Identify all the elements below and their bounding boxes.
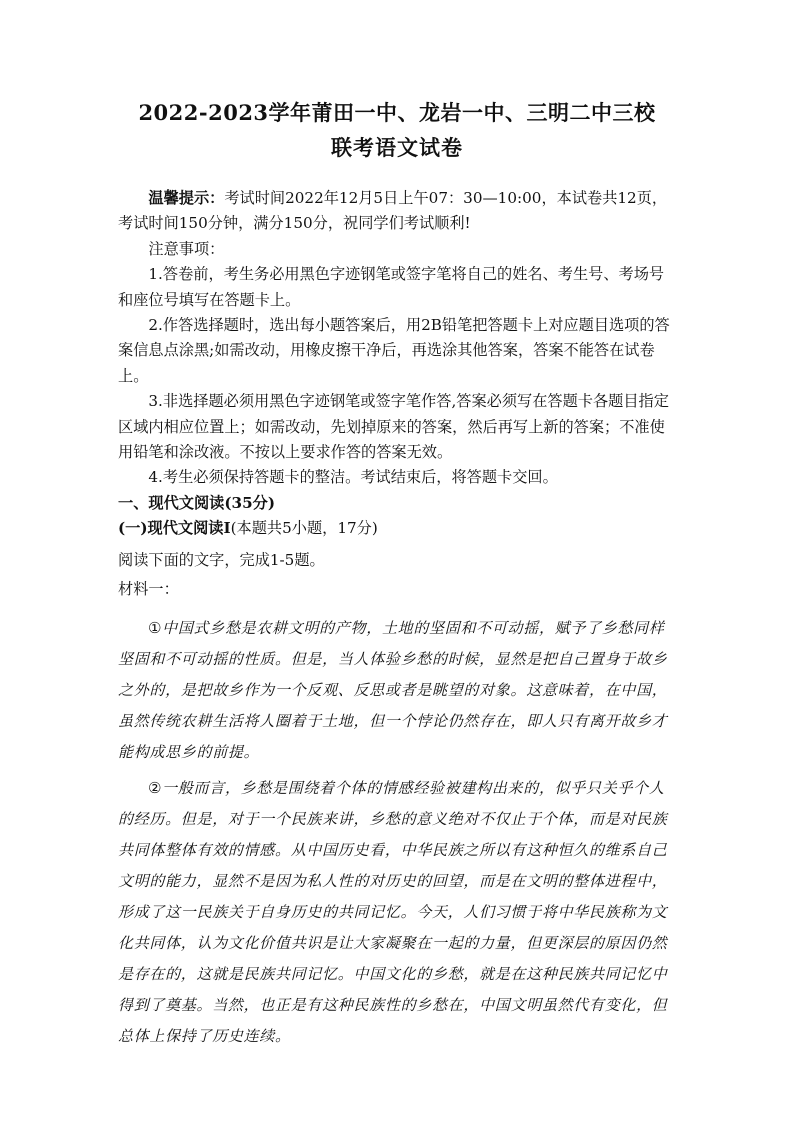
reading-instruction: 阅读下面的文字，完成1-5题。	[118, 550, 325, 569]
attention-item-2: 2.作答选择题时，选出每小题答案后，用2B铅笔把答题卡上对应题目选项的答案信息点涂黑;如需改动，用橡皮擦干净后，再选涂其他答案，答案不能答在试卷上。	[118, 316, 670, 385]
section-heading: 一、现代文阅读(35分)	[118, 493, 276, 512]
subsection-label: (一)现代文阅读Ⅰ	[118, 519, 231, 538]
material-paragraph-1: ①中国式乡愁是农耕文明的产物，土地的坚固和不可动摇，赋予了乡愁同样坚固和不可动摇的性质。但是，当人体验乡愁的时候，显然是把自己置身于故乡之外的，是把故乡作为一个反观、反思或者是眺望的对象。这意味着，在中国，虽然传统农耕生活将人圈着于土地，但一个悖论仍然存在，即人只有离开故乡才能构成思乡的前提。	[118, 619, 668, 761]
attention-item-3: 3.非选择题必须用黑色字迹钢笔或签字笔作答,答案必须写在答题卡各题目指定区域内相应位置上；如需改动，先划掉原来的答案，然后再写上新的答案；不准使用铅笔和涂改液。不按以上要求作答的答案无效。	[118, 392, 669, 462]
exam-title-line2: 联考语文试卷	[331, 135, 463, 160]
material-paragraph-2: ②一般而言，乡愁是围绕着个体的情感经验被建构出来的，似乎只关乎个人的经历。但是，对于一个民族来讲，乡愁的意义绝对不仅止于个体，而是对民族共同体整体有效的情感。从中国历史看，中华民族之所以有这种恒久的维系自己文明的能力，显然不是因为私人性的对历史的回望，而是在文明的整体进程中，形成了这一民族关于自身历史的共同记忆。今天，人们习惯于将中华民族称为文化共同体，认为文化价值共识是让大家凝聚在一起的力量，但更深层的原因仍然是存在的，这就是民族共同记忆。中国文化的乡愁，就是在这种民族共同记忆中得到了奠基。当然，也正是有这种民族性的乡愁在，中国文明虽然代有变化，但总体上保持了历史连续。	[118, 779, 668, 1045]
attention-item-1: 1.答卷前，考生务必用黑色字迹钢笔或签字笔将自己的姓名、考生号、考场号和座位号填写在答题卡上。	[118, 265, 665, 309]
exam-title-line1: 2022-2023学年莆田一中、龙岩一中、三明二中三校	[138, 100, 656, 125]
attention-heading: 注意事项：	[148, 239, 225, 258]
subsection-note: (本题共5小题，17分)	[230, 519, 378, 538]
subsection-heading	[118, 516, 678, 541]
material-text	[118, 613, 678, 1052]
instructions-block	[118, 186, 678, 603]
material-label: 材料一：	[118, 580, 179, 599]
attention-item-4: 4.考生必须保持答题卡的整洁。考试结束后，将答题卡交回。	[148, 468, 558, 487]
notice-text: 考试时间2022年12月5日上午07：30—10:00，本试卷共12页，考试时间150分钟，满分150分，祝同学们考试顺利!	[118, 189, 668, 233]
notice-label: 温馨提示：	[148, 189, 225, 207]
notice-paragraph	[118, 186, 678, 237]
